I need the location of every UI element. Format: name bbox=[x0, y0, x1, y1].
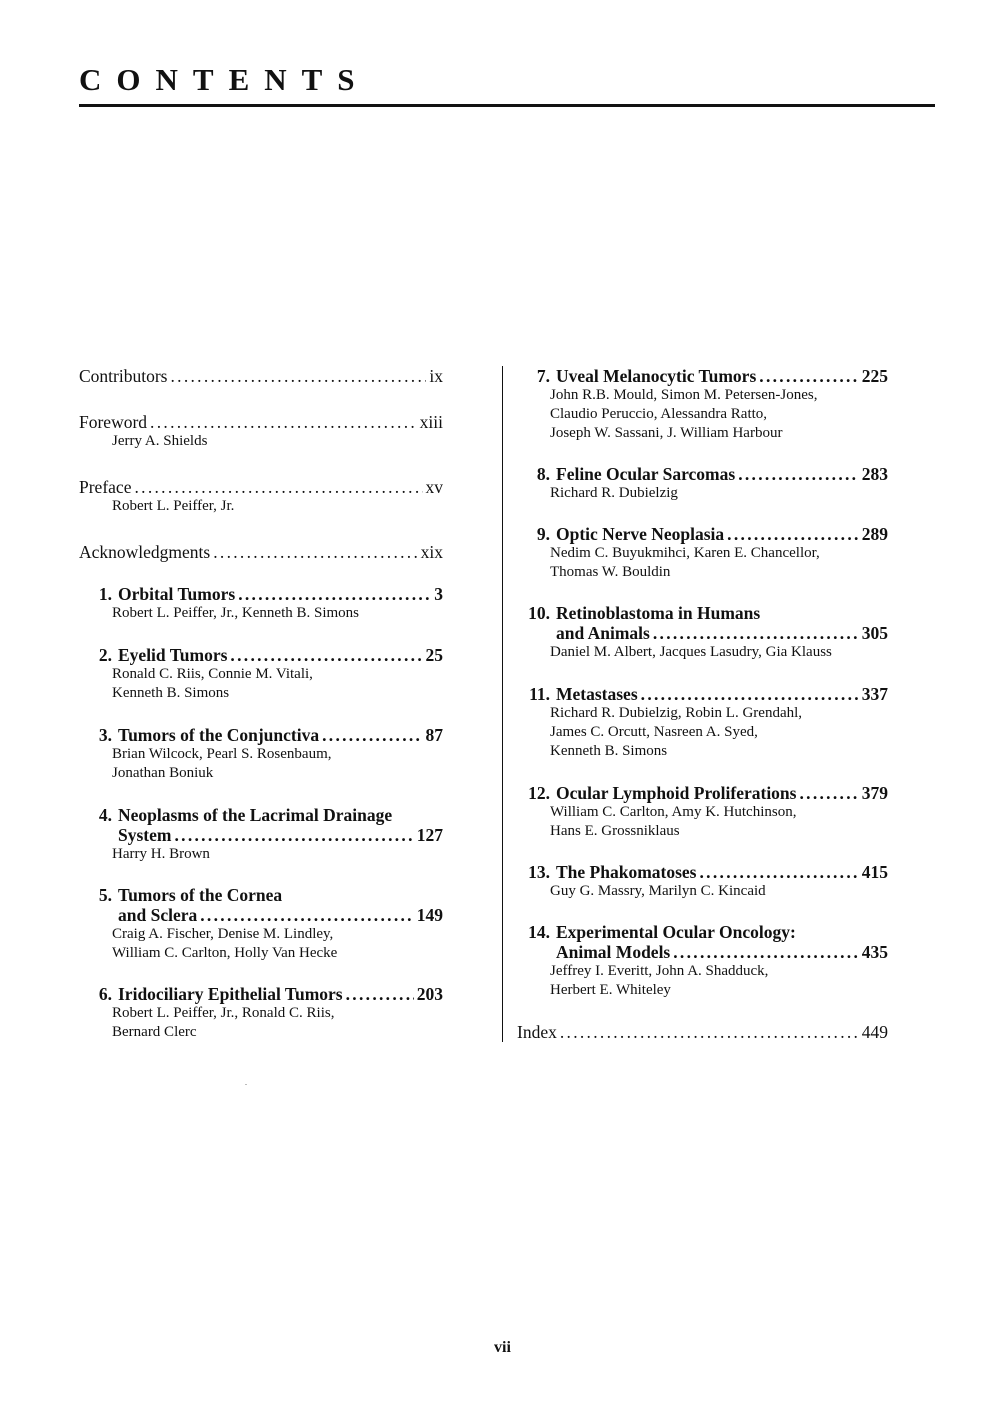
chapter-title: Neoplasms of the Lacrimal Drainage bbox=[118, 805, 393, 825]
page-ref: 337 bbox=[861, 684, 888, 704]
author-line: Kenneth B. Simons bbox=[550, 743, 668, 759]
toc-line bbox=[79, 984, 443, 1004]
entry-title: Preface bbox=[79, 477, 132, 497]
author-line: Harry H. Brown bbox=[112, 846, 210, 862]
page-ref: 435 bbox=[861, 942, 888, 962]
chapter-title: Retinoblastoma in Humans bbox=[556, 603, 761, 623]
dot-leader bbox=[346, 984, 414, 1004]
dot-leader bbox=[673, 942, 859, 962]
author-line: Ronald C. Riis, Connie M. Vitali, bbox=[112, 666, 313, 682]
toc-line bbox=[79, 825, 443, 845]
toc-entry[interactable] bbox=[79, 366, 443, 386]
toc-entry[interactable] bbox=[517, 464, 888, 503]
chapter-title: Tumors of the Conjunctiva bbox=[118, 725, 320, 745]
author-line: John R.B. Mould, Simon M. Petersen-Jones, bbox=[550, 387, 818, 403]
toc-entry[interactable] bbox=[517, 366, 888, 443]
chapter-title: and Sclera bbox=[118, 905, 198, 925]
toc-line bbox=[79, 366, 443, 386]
chapter-number: 3. bbox=[98, 725, 112, 745]
dot-leader bbox=[799, 783, 858, 803]
dot-leader bbox=[150, 412, 417, 432]
chapter-number: 10. bbox=[528, 603, 550, 623]
dot-leader bbox=[641, 684, 859, 704]
author-line: William C. Carlton, Amy K. Hutchinson, bbox=[550, 804, 797, 820]
page-ref: xiii bbox=[419, 412, 443, 432]
chapter-number: 13. bbox=[528, 862, 550, 882]
toc-line bbox=[517, 603, 888, 623]
toc-line bbox=[79, 477, 443, 497]
author-line: Thomas W. Bouldin bbox=[550, 564, 671, 580]
toc-entry[interactable] bbox=[79, 805, 443, 864]
author-line: Richard R. Dubielzig bbox=[550, 485, 678, 501]
toc-line bbox=[517, 922, 888, 942]
dot-leader bbox=[759, 366, 858, 386]
toc-entry[interactable] bbox=[517, 1022, 888, 1042]
author-line: Richard R. Dubielzig, Robin L. Grendahl, bbox=[550, 705, 803, 721]
toc-line bbox=[79, 805, 443, 825]
toc-entry[interactable] bbox=[517, 603, 888, 662]
toc-entry[interactable] bbox=[517, 783, 888, 841]
page-number: vii bbox=[494, 1339, 511, 1356]
toc-entry[interactable] bbox=[79, 477, 443, 516]
toc-entry[interactable] bbox=[79, 584, 443, 623]
chapter-number: 8. bbox=[536, 464, 550, 484]
page-ref: 225 bbox=[861, 366, 888, 386]
entry-title: Contributors bbox=[79, 366, 168, 386]
toc-line bbox=[79, 542, 443, 562]
toc-entry[interactable] bbox=[517, 684, 888, 761]
page-ref: 25 bbox=[425, 645, 443, 665]
chapter-title: Feline Ocular Sarcomas bbox=[556, 464, 736, 484]
author-line: Jeffrey I. Everitt, John A. Shadduck, bbox=[550, 963, 769, 979]
toc-line bbox=[517, 783, 888, 803]
page-ref: 415 bbox=[861, 862, 888, 882]
toc-line bbox=[79, 584, 443, 604]
page-title: CONTENTS bbox=[79, 62, 370, 97]
page-ref: 149 bbox=[416, 905, 443, 925]
page-ref: ix bbox=[429, 366, 443, 386]
toc-line bbox=[517, 862, 888, 882]
entry-title: Foreword bbox=[79, 412, 148, 432]
chapter-number: 2. bbox=[98, 645, 112, 665]
author-line: Robert L. Peiffer, Jr., Kenneth B. Simons bbox=[112, 605, 360, 621]
dot-leader bbox=[322, 725, 422, 745]
toc-line bbox=[517, 524, 888, 544]
chapter-title: Optic Nerve Neoplasia bbox=[556, 524, 725, 544]
entry-title: Index bbox=[517, 1022, 557, 1042]
toc-line bbox=[517, 623, 888, 643]
dot-leader bbox=[174, 825, 413, 845]
toc-line bbox=[79, 645, 443, 665]
author-line: Hans E. Grossniklaus bbox=[550, 823, 680, 839]
toc-line bbox=[79, 725, 443, 745]
author-line: Herbert E. Whiteley bbox=[550, 982, 671, 998]
toc-entry[interactable] bbox=[517, 922, 888, 1000]
dot-leader bbox=[238, 584, 431, 604]
chapter-title: Iridociliary Epithelial Tumors bbox=[118, 984, 343, 1004]
toc-entry[interactable] bbox=[517, 524, 888, 582]
chapter-number: 5. bbox=[98, 885, 112, 905]
entry-title: Acknowledgments bbox=[79, 542, 211, 562]
dot-leader bbox=[213, 542, 417, 562]
stray-mark bbox=[245, 1084, 247, 1085]
toc-line bbox=[517, 1022, 888, 1042]
toc-line bbox=[79, 905, 443, 925]
dot-leader bbox=[170, 366, 426, 386]
author-line: Robert L. Peiffer, Jr. bbox=[112, 498, 235, 514]
author-line: Daniel M. Albert, Jacques Lasudry, Gia Klauss bbox=[550, 644, 832, 660]
author-line: Bernard Clerc bbox=[112, 1024, 197, 1040]
chapter-number: 6. bbox=[98, 984, 112, 1004]
chapter-title: Orbital Tumors bbox=[118, 584, 236, 604]
page-ref: 87 bbox=[425, 725, 443, 745]
author-line: Robert L. Peiffer, Jr., Ronald C. Riis, bbox=[112, 1005, 335, 1021]
chapter-title: Ocular Lymphoid Proliferations bbox=[556, 783, 797, 803]
toc-entry[interactable] bbox=[79, 412, 443, 451]
author-line: Jerry A. Shields bbox=[112, 433, 208, 449]
dot-leader bbox=[134, 477, 422, 497]
toc-line bbox=[517, 942, 888, 962]
dot-leader bbox=[200, 905, 414, 925]
toc-entry[interactable] bbox=[79, 542, 443, 562]
chapter-title: The Phakomatoses bbox=[556, 862, 697, 882]
page-ref: 203 bbox=[416, 984, 443, 1004]
toc-entry[interactable] bbox=[517, 862, 888, 901]
toc-entry[interactable] bbox=[79, 645, 443, 703]
author-line: Jonathan Boniuk bbox=[112, 765, 214, 781]
page-ref: xv bbox=[425, 477, 443, 497]
dot-leader bbox=[700, 862, 859, 882]
dot-leader bbox=[560, 1022, 859, 1042]
page-ref: 379 bbox=[861, 783, 888, 803]
chapter-title: System bbox=[118, 825, 172, 845]
chapter-number: 7. bbox=[536, 366, 550, 386]
toc-entry[interactable] bbox=[79, 984, 443, 1042]
author-line: Nedim C. Buyukmihci, Karen E. Chancellor, bbox=[550, 545, 820, 561]
author-line: James C. Orcutt, Nasreen A. Syed, bbox=[550, 724, 758, 740]
page-ref: xix bbox=[420, 542, 443, 562]
toc-entry[interactable] bbox=[79, 885, 443, 963]
toc-line bbox=[517, 684, 888, 704]
chapter-title: Metastases bbox=[556, 684, 638, 704]
page-ref: 283 bbox=[861, 464, 888, 484]
page-ref: 127 bbox=[416, 825, 443, 845]
chapter-title: Tumors of the Cornea bbox=[118, 885, 283, 905]
dot-leader bbox=[738, 464, 859, 484]
dot-leader bbox=[230, 645, 422, 665]
chapter-title: Eyelid Tumors bbox=[118, 645, 228, 665]
page-ref: 3 bbox=[434, 584, 443, 604]
dot-leader bbox=[653, 623, 859, 643]
chapter-number: 1. bbox=[98, 584, 112, 604]
contents-right-column bbox=[502, 366, 887, 1042]
title-rule bbox=[79, 104, 935, 107]
toc-line bbox=[517, 464, 888, 484]
chapter-title: Animal Models bbox=[556, 942, 671, 962]
toc-line bbox=[79, 885, 443, 905]
page-ref: 305 bbox=[861, 623, 888, 643]
chapter-title: Experimental Ocular Oncology: bbox=[556, 922, 796, 942]
chapter-number: 11. bbox=[529, 684, 550, 704]
author-line: Craig A. Fischer, Denise M. Lindley, bbox=[112, 926, 334, 942]
page-ref: 289 bbox=[861, 524, 888, 544]
page-ref: 449 bbox=[861, 1022, 888, 1042]
author-line: Kenneth B. Simons bbox=[112, 685, 230, 701]
chapter-title: and Animals bbox=[556, 623, 650, 643]
chapter-title: Uveal Melanocytic Tumors bbox=[556, 366, 757, 386]
toc-line bbox=[79, 412, 443, 432]
author-line: Claudio Peruccio, Alessandra Ratto, bbox=[550, 406, 768, 422]
author-line: Joseph W. Sassani, J. William Harbour bbox=[550, 425, 783, 441]
chapter-number: 12. bbox=[528, 783, 550, 803]
chapter-number: 14. bbox=[528, 922, 550, 942]
author-line: Brian Wilcock, Pearl S. Rosenbaum, bbox=[112, 746, 332, 762]
toc-line bbox=[517, 366, 888, 386]
dot-leader bbox=[727, 524, 859, 544]
toc-entry[interactable] bbox=[79, 725, 443, 783]
chapter-number: 9. bbox=[536, 524, 550, 544]
author-line: Guy G. Massry, Marilyn C. Kincaid bbox=[550, 883, 766, 899]
chapter-number: 4. bbox=[98, 805, 112, 825]
author-line: William C. Carlton, Holly Van Hecke bbox=[112, 945, 338, 961]
